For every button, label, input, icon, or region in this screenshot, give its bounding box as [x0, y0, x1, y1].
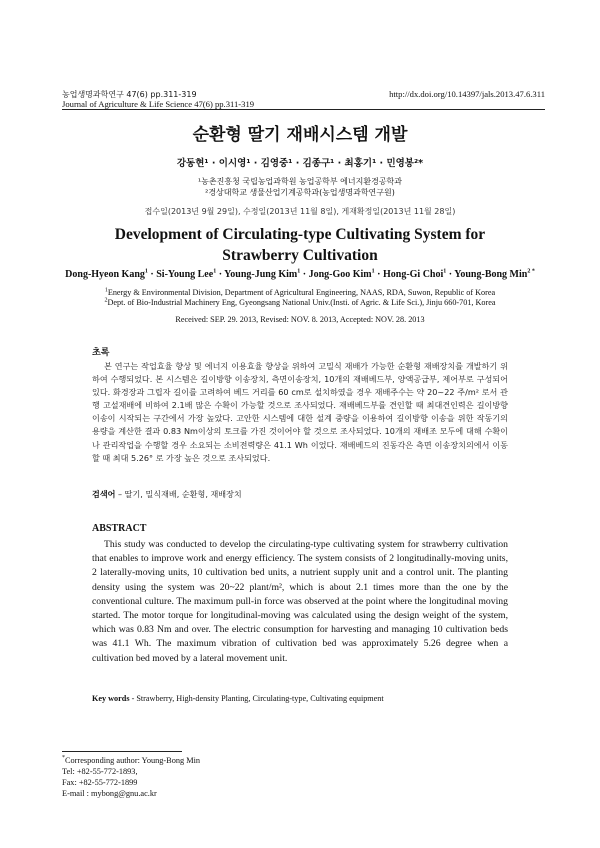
author-name: Dong-Hyeon Kang	[65, 269, 145, 280]
korean-keywords-text: – 딸기, 밀식재배, 순환형, 재배장치	[115, 489, 242, 499]
affil-marker: 2	[104, 297, 108, 304]
english-abstract-heading: ABSTRACT	[92, 523, 147, 534]
author-affiliation-marker: 1	[213, 268, 217, 275]
affil-marker: 1	[104, 287, 108, 294]
korean-title: 순환형 딸기 재배시스템 개발	[192, 125, 408, 145]
footnote-divider	[62, 751, 182, 752]
korean-abstract-body: 본 연구는 작업효율 향상 및 에너지 이용효율 향상을 위하여 고밀식 재배가 가능한 순환형 재배장치를 개발하기 위하여 수행되었다. 본 시스템은 길이방향 이송장치, 측면이송장치, 10개의 재배베드부, 양액공급부, 제어부로 구성되어있다. 화경장과 그립자 길이를 고려하여 베드 거리를 60 cm로 설치하였을 경우 재배주수는 약 20~22 주/m² 로서 관행 고설재배에 비하여 2.1배 많은 수확이 가능할 것으로 조사되었다. 재배베드부를 견인할 때 최대견인력은 길이방향 이송이 시작되는 구간에서 가장 높았다. 고안한 시스템에 대한 설계 중량을 이용하여 길이방향 이송을 위한 작동기의 용량을 계산한 결과 0.83 Nm이상의 토크를 가진 것이어야 할 것으로 조사되었다. 10개의 재배조 모두에 대해 수확이나 관리작업을 수행할 경우 소요되는 소비전력량은 41.1 Wh 이었다. 재배베드의 진동각은 측면 이송장치의에서 이동할 때 최대 5.26° 로 가장 높은 것으로 조사되었다.	[92, 361, 508, 463]
author-name: Young-Bong Min	[454, 269, 528, 280]
english-dates: Received: SEP. 29. 2013, Revised: NOV. 8. 2013, Accepted: NOV. 28. 2013	[175, 315, 425, 324]
author-name: Jong-Goo Kim	[308, 269, 372, 280]
footnote-author-text: Corresponding author: Young-Bong Min	[65, 756, 201, 765]
doi-link[interactable]: http://dx.doi.org/10.14397/jals.2013.47.6.311	[389, 89, 545, 99]
korean-authors: 강동현¹ · 이시영¹ · 김영중¹ · 김종구¹ · 최홍기¹ · 민영봉²*	[176, 158, 424, 169]
english-keywords	[92, 693, 508, 704]
journal-eng: Journal of Agriculture & Life Science 47(6) pp.311-319	[62, 99, 255, 109]
author-affiliation-marker: 2 *	[527, 268, 535, 275]
author-name: Young-Jung Kim	[224, 269, 298, 280]
author-separator: ·	[216, 269, 225, 280]
korean-keywords	[92, 488, 508, 500]
english-abstract-body: This study was conducted to develop the circulating-type cultivating system for strawberry cultivation that enables to improve work and energy efficiency. The system consists of 2 longitudinally-moving units, 2 laterally-moving units, 10 cultivation bed units, a nutrient supply unit and a control unit. The planting density using the system was 20~22 plant/m², which is about 2.1 times more than the one by the conventional culture. The maximum pull-in force was observed at the point where the longitudinal moving started. The motor torque for longitudinal-moving was calculated using the design weight of the system, which was 0.83 Nm and over. The electric consumption for harvesting and managing 10 cultivation beds was 41.1 Wh. The maximum vibration of cultivation bed was approximately 5.26 degree when a cultivation bed moved by a lateral movement unit.	[92, 539, 508, 664]
affil-text: Dept. of Bio-Industrial Machinery Eng, Gyeongsang National Univ.(Insti. of Agric. & Life Sci.), Jinju 660-701, Korea	[107, 298, 496, 307]
author-name: Si-Young Lee	[156, 269, 214, 280]
english-affiliation-2	[40, 297, 560, 308]
english-title-line-2: Strawberry Cultivation	[222, 247, 378, 264]
author-name: Hong-Gi Choi	[382, 269, 444, 280]
footnote-email[interactable]: E-mail : mybong@gnu.ac.kr	[62, 789, 157, 798]
footnote-star: *	[62, 755, 65, 762]
footnote-corresponding-author	[62, 755, 200, 766]
author-affiliation-marker: 1	[144, 268, 148, 275]
english-keywords-text: - Strawberry, High-density Planting, Circulating-type, Cultivating equipment	[129, 694, 384, 703]
english-title	[40, 224, 560, 266]
journal-kor: 농업생명과학연구 47(6) pp.311-319	[62, 90, 197, 99]
english-authors	[40, 268, 560, 282]
header-divider	[62, 109, 545, 110]
korean-keywords-label: 검색어	[92, 489, 116, 499]
korean-dates: 접수일(2013년 9월 29일), 수정일(2013년 11월 8일), 게재확정일(2013년 11월 28일)	[144, 207, 456, 216]
footnote-tel: Tel: +82-55-772-1893,	[62, 767, 138, 776]
author-separator: ·	[300, 269, 309, 280]
korean-affiliation-2: ²경상대학교 생물산업기계공학과(농업생명과학연구원)	[205, 188, 395, 197]
running-header-eng	[62, 99, 545, 109]
footnote-fax: Fax: +82-55-772-1899	[62, 778, 138, 787]
english-title-line-1: Development of Circulating-type Cultivating System for	[114, 226, 486, 243]
english-keywords-label: Key words	[92, 694, 130, 703]
author-affiliation-marker: 1	[443, 268, 447, 275]
korean-affiliation-1: ¹농촌진흥청 국립농업과학원 농업공학부 에너지환경공학과	[197, 177, 403, 186]
author-separator: ·	[147, 269, 157, 280]
korean-abstract-heading: 초록	[92, 348, 110, 358]
author-separator: ·	[374, 269, 383, 280]
author-affiliation-marker: 1	[371, 268, 375, 275]
author-affiliation-marker: 1	[297, 268, 301, 275]
author-separator: ·	[446, 269, 455, 280]
affil-text: Energy & Environmental Division, Department of Agricultural Engineering, NAAS, RDA, Suwon, Republic of Korea	[107, 288, 496, 297]
